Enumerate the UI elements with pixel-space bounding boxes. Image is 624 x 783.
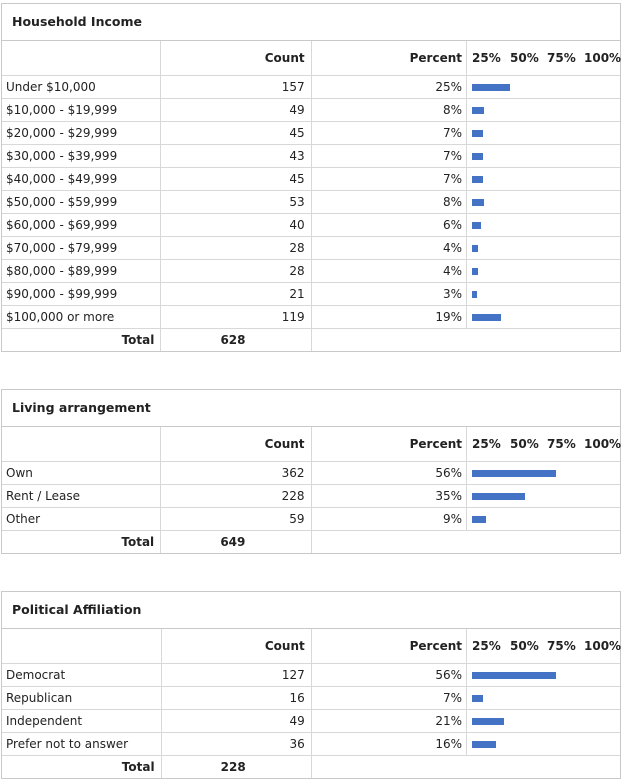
total-row [2, 531, 620, 554]
row-percent: 19% [311, 306, 466, 329]
row-bar-cell [467, 710, 621, 733]
row-bar-cell [467, 191, 621, 214]
row-percent: 7% [311, 145, 466, 168]
percent-bar [472, 314, 501, 321]
row-count: 59 [161, 508, 311, 531]
results-card [1, 389, 621, 554]
row-label: $20,000 - $29,999 [2, 122, 161, 145]
percent-bar [472, 84, 510, 91]
row-count: 53 [161, 191, 311, 214]
row-label: Independent [2, 710, 161, 733]
row-percent: 56% [311, 462, 466, 485]
scale-header [467, 427, 621, 462]
row-percent: 4% [311, 260, 466, 283]
percent-bar [472, 516, 486, 523]
section-title: Political Affiliation [2, 592, 620, 629]
row-count: 49 [161, 99, 311, 122]
results-card [1, 591, 621, 779]
total-blank [467, 756, 621, 779]
percent-bar [472, 291, 477, 298]
row-bar-cell [467, 260, 621, 283]
percent-bar [472, 130, 483, 137]
row-percent: 8% [311, 191, 466, 214]
row-label: $80,000 - $89,999 [2, 260, 161, 283]
percent-bar [472, 245, 478, 252]
scale-tick-label: 100% [584, 437, 622, 451]
total-row [2, 756, 620, 779]
table-row [2, 214, 620, 237]
scale-header [467, 41, 621, 76]
table-row [2, 733, 620, 756]
total-label: Total [2, 531, 161, 554]
total-blank [467, 329, 621, 352]
row-count: 43 [161, 145, 311, 168]
total-label: Total [2, 329, 161, 352]
percent-header: Percent [311, 41, 466, 76]
percent-bar [472, 741, 496, 748]
row-percent: 4% [311, 237, 466, 260]
table-row [2, 306, 620, 329]
row-label: Prefer not to answer [2, 733, 161, 756]
total-count: 228 [161, 756, 311, 779]
row-label: Other [2, 508, 161, 531]
row-count: 16 [161, 687, 311, 710]
row-bar-cell [467, 76, 621, 99]
row-count: 45 [161, 122, 311, 145]
row-count: 157 [161, 76, 311, 99]
total-blank [311, 531, 466, 554]
total-blank [311, 329, 466, 352]
table-row [2, 168, 620, 191]
results-table [2, 427, 620, 553]
row-bar-cell [467, 283, 621, 306]
scale-tick-label: 50% [510, 639, 539, 653]
scale-tick-label: 25% [472, 639, 501, 653]
percent-bar [472, 695, 483, 702]
row-label: Republican [2, 687, 161, 710]
table-row [2, 76, 620, 99]
total-label: Total [2, 756, 161, 779]
total-blank [311, 756, 466, 779]
percent-bar [472, 222, 481, 229]
row-bar-cell [467, 145, 621, 168]
table-row [2, 664, 620, 687]
row-count: 362 [161, 462, 311, 485]
row-label: Democrat [2, 664, 161, 687]
row-percent: 21% [311, 710, 466, 733]
row-bar-cell [467, 214, 621, 237]
table-row [2, 191, 620, 214]
percent-scale [472, 437, 620, 451]
percent-bar [472, 176, 483, 183]
percent-header: Percent [311, 629, 466, 664]
row-label: $50,000 - $59,999 [2, 191, 161, 214]
table-row [2, 687, 620, 710]
percent-scale [472, 639, 620, 653]
section-title: Household Income [2, 4, 620, 41]
scale-tick-label: 75% [547, 51, 576, 65]
row-count: 228 [161, 485, 311, 508]
scale-tick-label: 25% [472, 51, 501, 65]
row-bar-cell [467, 687, 621, 710]
scale-tick-label: 50% [510, 51, 539, 65]
total-count: 628 [161, 329, 311, 352]
scale-tick-label: 100% [584, 639, 622, 653]
row-count: 119 [161, 306, 311, 329]
results-table [2, 629, 620, 778]
row-bar-cell [467, 168, 621, 191]
row-bar-cell [467, 237, 621, 260]
table-row [2, 260, 620, 283]
table-row [2, 485, 620, 508]
row-count: 28 [161, 237, 311, 260]
table-row [2, 99, 620, 122]
row-label: $90,000 - $99,999 [2, 283, 161, 306]
row-label: $40,000 - $49,999 [2, 168, 161, 191]
row-bar-cell [467, 99, 621, 122]
row-label: Rent / Lease [2, 485, 161, 508]
table-header-row [2, 629, 620, 664]
scale-tick-label: 25% [472, 437, 501, 451]
scale-tick-label: 75% [547, 639, 576, 653]
row-percent: 7% [311, 687, 466, 710]
results-card [1, 3, 621, 352]
row-label: $60,000 - $69,999 [2, 214, 161, 237]
row-percent: 9% [311, 508, 466, 531]
percent-header: Percent [311, 427, 466, 462]
row-label: Own [2, 462, 161, 485]
results-table [2, 41, 620, 351]
row-bar-cell [467, 306, 621, 329]
header-blank [2, 41, 161, 76]
table-row [2, 710, 620, 733]
row-label: $70,000 - $79,999 [2, 237, 161, 260]
scale-header [467, 629, 621, 664]
row-bar-cell [467, 485, 621, 508]
count-header: Count [161, 427, 311, 462]
section-title: Living arrangement [2, 390, 620, 427]
row-percent: 35% [311, 485, 466, 508]
table-row [2, 462, 620, 485]
percent-scale [472, 51, 620, 65]
row-count: 28 [161, 260, 311, 283]
header-blank [2, 629, 161, 664]
scale-tick-label: 50% [510, 437, 539, 451]
row-bar-cell [467, 462, 621, 485]
total-blank [467, 531, 621, 554]
row-percent: 8% [311, 99, 466, 122]
row-count: 127 [161, 664, 311, 687]
row-bar-cell [467, 122, 621, 145]
percent-bar [472, 672, 556, 679]
percent-bar [472, 107, 484, 114]
table-row [2, 237, 620, 260]
row-percent: 3% [311, 283, 466, 306]
row-label: $100,000 or more [2, 306, 161, 329]
table-row [2, 122, 620, 145]
table-row [2, 145, 620, 168]
row-label: Under $10,000 [2, 76, 161, 99]
row-count: 45 [161, 168, 311, 191]
row-bar-cell [467, 733, 621, 756]
row-label: $10,000 - $19,999 [2, 99, 161, 122]
header-blank [2, 427, 161, 462]
table-header-row [2, 41, 620, 76]
row-percent: 25% [311, 76, 466, 99]
total-row [2, 329, 620, 352]
table-row [2, 508, 620, 531]
percent-bar [472, 153, 483, 160]
row-count: 21 [161, 283, 311, 306]
row-percent: 6% [311, 214, 466, 237]
row-percent: 7% [311, 168, 466, 191]
percent-bar [472, 493, 525, 500]
count-header: Count [161, 629, 311, 664]
percent-bar [472, 718, 504, 725]
percent-bar [472, 470, 556, 477]
scale-tick-label: 75% [547, 437, 576, 451]
row-bar-cell [467, 664, 621, 687]
row-percent: 56% [311, 664, 466, 687]
row-bar-cell [467, 508, 621, 531]
percent-bar [472, 268, 478, 275]
row-percent: 7% [311, 122, 466, 145]
row-count: 36 [161, 733, 311, 756]
row-percent: 16% [311, 733, 466, 756]
row-count: 49 [161, 710, 311, 733]
total-count: 649 [161, 531, 311, 554]
table-row [2, 283, 620, 306]
percent-bar [472, 199, 484, 206]
count-header: Count [161, 41, 311, 76]
row-count: 40 [161, 214, 311, 237]
scale-tick-label: 100% [584, 51, 622, 65]
table-header-row [2, 427, 620, 462]
row-label: $30,000 - $39,999 [2, 145, 161, 168]
